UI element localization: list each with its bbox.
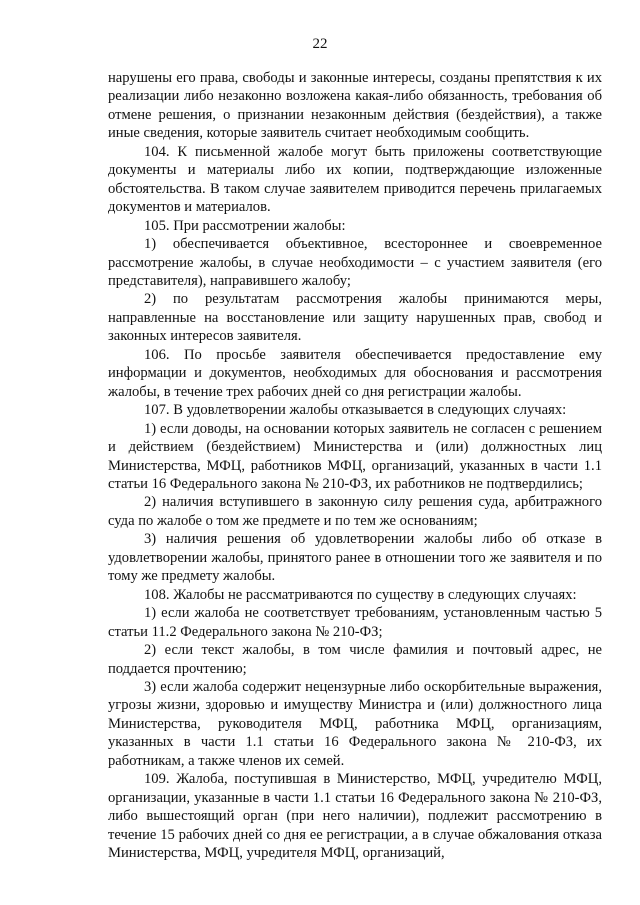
paragraph-continuation: нарушены его права, свободы и законные интересы, созданы препятствия к их реализации либо незаконно возложена какая-либо обязанность, требования об отмене решения, о признании незаконным действия (бездействия), а также иные сведения, которые заявитель считает необходимым сообщить.: [108, 70, 602, 142]
page-number: 22: [312, 36, 328, 52]
paragraph-108-item-3: 3) если жалоба содержит нецензурные либо оскорбительные выражения, угрозы жизни, здоровью и имуществу Министра и (или) должностного лица Министерства, руководителя МФЦ, работника МФЦ, организациям, указанных в части 1.1 статьи 16 Федерального закона № 210-ФЗ, их работникам, а также членов их семей.: [108, 678, 602, 769]
paragraph-107-item-1: 1) если доводы, на основании которых заявитель не согласен с решением и действием (бездействием) Министерства и (или) должностных лиц Министерства, МФЦ, работников МФЦ, организаций, указанных в части 1.1 статьи 16 Федерального закона № 210-ФЗ, их работников не подтвердились;: [108, 420, 602, 492]
paragraph-107-item-2: 2) наличия вступившего в законную силу решения суда, арбитражного суда по жалобе о том же предмете и по тем же основаниям;: [108, 494, 602, 529]
paragraph-109: 109. Жалоба, поступившая в Министерство, МФЦ, учредителю МФЦ, организации, указанные в части 1.1 статьи 16 Федерального закона № 210-ФЗ, либо вышестоящий орган (при него наличии), подлежит рассмотрению в течение 15 рабочих дней со дня ее регистрации, а в случае обжалования отказа Министерства, МФЦ, учредителя МФЦ, организаций,: [108, 771, 602, 862]
paragraph-108: 108. Жалобы не рассматриваются по существу в следующих случаях:: [144, 586, 577, 603]
paragraph-106: 106. По просьбе заявителя обеспечивается предоставление ему информации и документов, необходимых для обоснования и рассмотрения жалобы, в течение трех рабочих дней со дня регистрации жалобы.: [108, 346, 602, 400]
paragraph-108-item-1: 1) если жалоба не соответствует требованиям, установленным частью 5 статьи 11.2 Федерального закона № 210-ФЗ;: [108, 605, 602, 640]
paragraph-105-item-2: 2) по результатам рассмотрения жалобы принимаются меры, направленные на восстановление или защиту нарушенных прав, свобод и законных интересов заявителя.: [108, 291, 602, 345]
paragraph-108-item-2: 2) если текст жалобы, в том числе фамилия и почтовый адрес, не поддается прочтению;: [108, 642, 602, 677]
paragraph-104: 104. К письменной жалобе могут быть приложены соответствующие документы и материалы либо их копии, подтверждающие изложенные обстоятельства. В таком случае заявителем приводится перечень прилагаемых документов и материалов.: [108, 143, 602, 216]
document-body: [108, 69, 602, 862]
paragraph-107: 107. В удовлетворении жалобы отказывается в следующих случаях:: [144, 402, 567, 419]
paragraph-105: 105. При рассмотрении жалобы:: [144, 217, 346, 234]
paragraph-107-item-3: 3) наличия решения об удовлетворении жалобы либо об отказе в удовлетворении жалобы, принятого ранее в отношении того же заявителя и по тому же предмету жалобы.: [108, 531, 602, 585]
paragraph-105-item-1: 1) обеспечивается объективное, всестороннее и своевременное рассмотрение жалобы, в случае необходимости – с участием заявителя (его представителя), направившего жалобу;: [108, 236, 602, 289]
